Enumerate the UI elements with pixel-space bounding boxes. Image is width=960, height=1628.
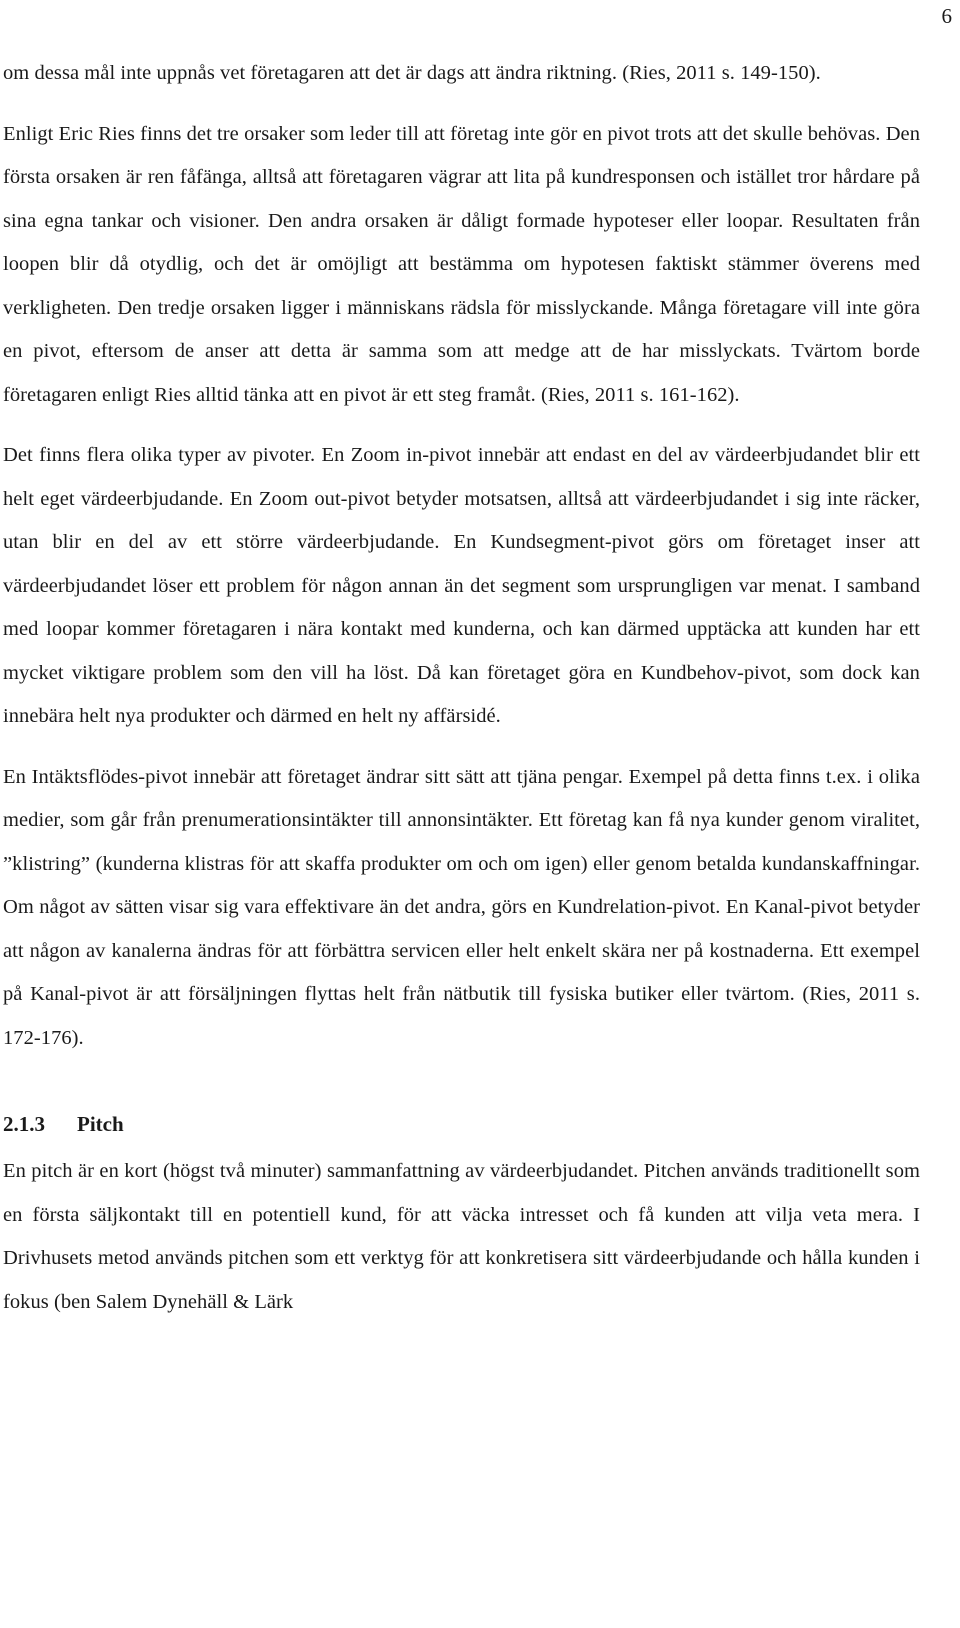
section-paragraph: En pitch är en kort (högst två minuter) sammanfattning av värdeerbjudandet. Pitchen används traditionellt som en första säljkontakt till en potentiell kund, för att väcka intresset och få kunden att vilja veta mera. I Drivhusets metod används pitchen som ett verktyg för att konkretisera sitt värdeerbjudande och hålla kunden i fokus (ben Salem Dynehäll & Lärk <box>3 1160 920 1313</box>
section-heading <box>3 1106 920 1142</box>
page-number: 6 <box>941 4 952 28</box>
section-number: 2.1.3 <box>3 1112 45 1136</box>
paragraph-1: om dessa mål inte uppnås vet företagaren att det är dags att ändra riktning. (Ries, 2011 s. 149-150). <box>3 62 821 84</box>
section-title: Pitch <box>77 1112 124 1136</box>
paragraph-3: Det finns flera olika typer av pivoter. En Zoom in-pivot innebär att endast en del av värdeerbjudandet blir ett helt eget värdeerbjudande. En Zoom out-pivot betyder motsatsen, alltså att värdeerbjudandet i sig inte räcker, utan blir en del av ett större värdeerbjudande. En Kundsegment-pivot görs om företaget inser att värdeerbjudandet löser ett problem för någon annan än det segment som ursprungligen var menat. I samband med loopar kommer företagaren i nära kontakt med kunderna, och kan därmed upptäcka att kunden har ett mycket viktigare problem som den vill ha löst. Då kan företaget göra en Kundbehov-pivot, som dock kan innebära helt nya produkter och därmed en helt ny affärsidé. <box>3 444 920 727</box>
paragraph-2: Enligt Eric Ries finns det tre orsaker som leder till att företag inte gör en pivot trots att det skulle behövas. Den första orsaken är ren fåfänga, alltså att företagaren vägrar att lita på kundresponsen och istället tror hårdare på sina egna tankar och visioner. Den andra orsaken är dåligt formade hypoteser eller loopar. Resultaten från loopen blir då otydlig, och det är omöjligt att bestämma om hypotesen faktiskt stämmer överens med verkligheten. Den tredje orsaken ligger i människans rädsla för misslyckande. Många företagare vill inte göra en pivot, eftersom de anser att detta är samma som att medge att de har misslyckats. Tvärtom borde företagaren enligt Ries alltid tänka att en pivot är ett steg framåt. (Ries, 2011 s. 161-162). <box>3 122 920 406</box>
document-body <box>3 52 920 1341</box>
paragraph-4: En Intäktsflödes-pivot innebär att företaget ändrar sitt sätt att tjäna pengar. Exempel på detta finns t.ex. i olika medier, som går från prenumerationsintäkter till annonsintäkter. Ett företag kan få nya kunder genom viralitet, ”klistring” (kunderna klistras för att skaffa produkter om och om igen) eller genom betalda kundanskaffningar. Om något av sätten visar sig vara effektivare än det andra, görs en Kundrelation-pivot. En Kanal-pivot betyder att någon av kanalerna ändras för att förbättra servicen eller helt enkelt skära ner på kostnaderna. Ett exempel på Kanal-pivot är att försäljningen flyttas helt från nätbutik till fysiska butiker eller tvärtom. (Ries, 2011 s. 172-176). <box>3 765 920 1049</box>
